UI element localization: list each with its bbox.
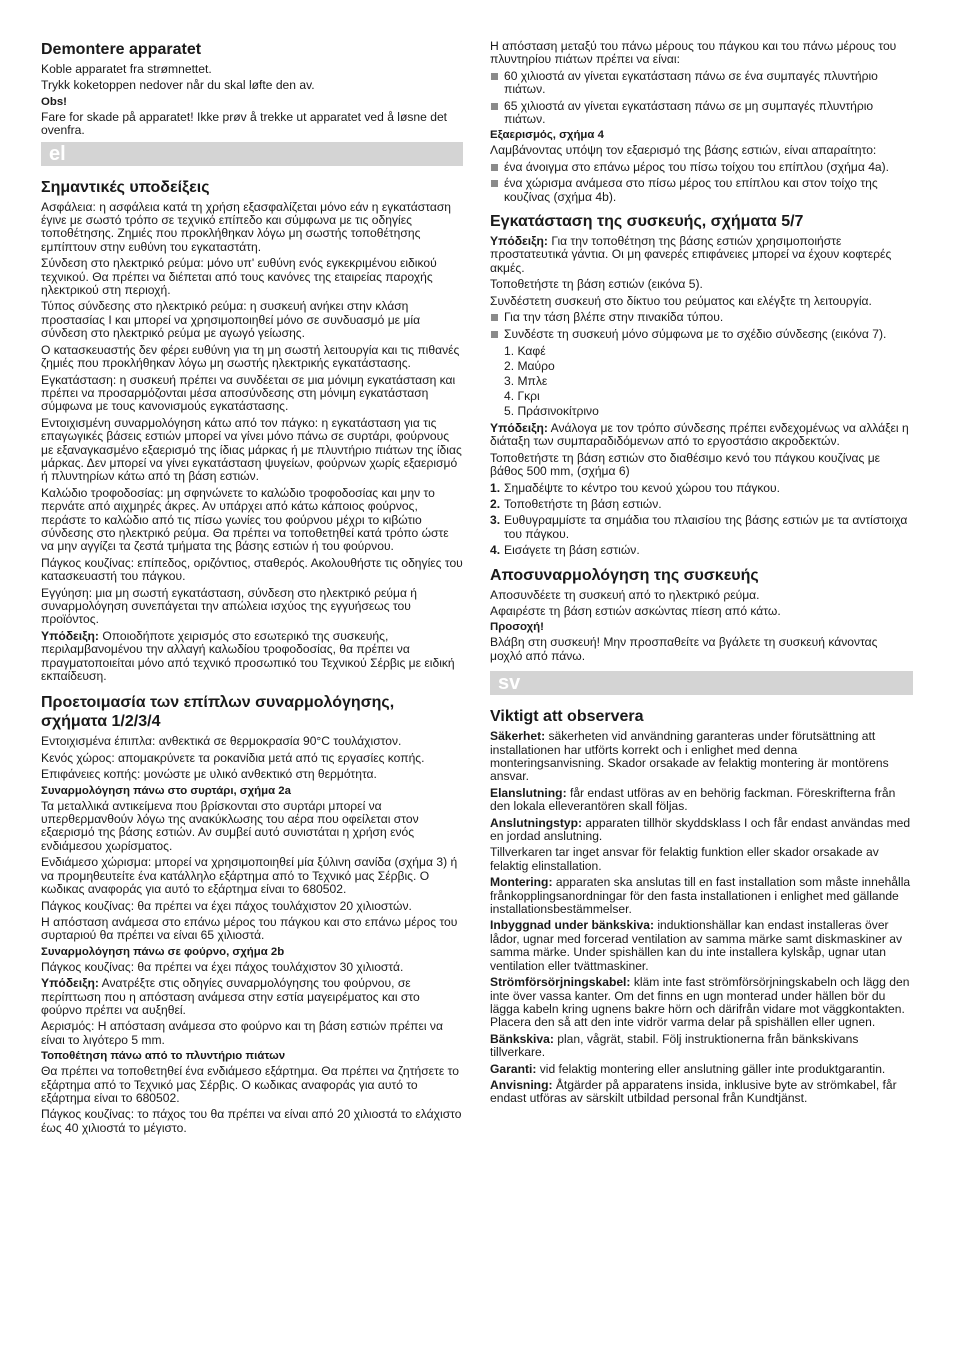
no-warning-label: Obs!: [41, 95, 67, 108]
el-hint-paragraph: [41, 630, 463, 684]
el-paragraph: Συνδέστετη συσκευή στο δίκτυο του ρεύματος και ελέγξτε τη λειτουργία.: [490, 293, 872, 308]
list-item: ένα άνοιγμα στο επάνω μέρος του πίσω τοίχου του επίπλου (σχήμα 4a).: [490, 161, 913, 174]
hint-label: Υπόδειξη:: [41, 976, 99, 991]
el-paragraph: Πάγκος κουζίνας: το πάχος του θα πρέπει να είναι από 20 χιλιοστά το ελάχιστο έως 40 χιλιοστά το μέγιστο.: [41, 1107, 462, 1135]
el-section-heading: Αποσυναρμολόγηση της συσκευής: [490, 566, 759, 584]
el-paragraph: Πάγκος κουζίνας: θα πρέπει να έχει πάχος τουλάχιστον 20 χιλιοστών.: [41, 898, 412, 913]
sv-paragraph: [490, 817, 913, 844]
term-text: induktionshällar kan endast installeras över lådor, ugnar med forcerad ventilation av samma märke samt diskmaskiner av samma märke. Under spishällen kan du inte installera kylskåp, ugnar utan ventilation eller tvättmaskiner.: [490, 918, 903, 973]
step-text: Ευθυγραμμίστε τα σημάδια του πλαισίου της βάσης εστιών με τα αντίστοιχα του πάγκου.: [504, 513, 908, 541]
el-paragraph: Ενδιάμεσο χώρισμα: μπορεί να χρησιμοποιηθεί μία ξύλινη σανίδα (σχήμα 3) ή να προμηθευτείτε ένα κατάλληλο εξάρτημα από το Τεχνικό μας Σέρβις. Ο κωδικας αναφοράς για αυτό το εξάρτημα είναι το 680502.: [41, 855, 458, 897]
sv-paragraph: [490, 846, 913, 873]
list-item: [490, 544, 913, 557]
el-hint-paragraph: [490, 422, 913, 449]
term-label: Säkerhet:: [490, 729, 546, 744]
el-paragraph: Τύπος σύνδεσης στο ηλεκτρικό ρεύμα: η συσκευή ανήκει στην κλάση προστασίας I και μπορεί να χρησιμοποιηθεί μόνο σε συνδυασμό με μία σύνδεση στο ηλεκτρικό ρεύμα με αγωγό γείωσης.: [41, 299, 421, 341]
term-text: apparaten ska anslutas till en fast installation som måste innehålla frånkopplingsanordningar för den fasta installationen i enlighet med gällande installationsbestämmelser.: [490, 875, 911, 917]
sv-paragraph: [490, 976, 913, 1030]
el-hint-paragraph: [490, 235, 913, 275]
el-subheading: Εξαερισμός, σχήμα 4: [490, 129, 604, 142]
el-paragraph: Η απόσταση μεταξύ του πάνω μέρους του πάγκου και του πάνω μέρους του πλυντηρίου πιάτων πρέπει να είναι:: [490, 39, 897, 67]
list-item: Συνδέστε τη συσκευή μόνο σύμφωνα με το σχέδιο σύνδεσης (εικόνα 7).: [490, 328, 913, 341]
no-paragraph: Trykk koketoppen nedover når du skal løfte den av.: [41, 78, 315, 93]
el-warning-label: Προσοχή!: [490, 621, 544, 634]
step-number: 4.: [490, 543, 501, 558]
step-text: Εισάγετε τη βάση εστιών.: [504, 543, 640, 558]
el-paragraph: Τοποθετήστε τη βάση εστιών στο διαθέσιμο κενό του πάγκου κουζίνας με βάθος 500 mm, (σχήμα 6): [490, 450, 881, 479]
term-text: Åtgärder på apparatens insida, inklusive byte av strömkabel, får endast utföras av särskilt utbildad personal från Kundtjänst.: [490, 1077, 897, 1106]
el-paragraph: Καλώδιο τροφοδοσίας: μη σφηνώνετε το καλώδιο τροφοδοσίας και μην το περνάτε από αιχμηρές άκρες. Αν υπάρχει από κάτω κάποιος φούρνος, περάστε το καλώδιο από τις πίσω γωνίες του φούρνου μέχρι το κιβώτιο σύνδεσης στο ηλεκτρικό ρεύμα. Θα πρέπει να τοποθετηθεί κατά τρόπο ώστε να μην αγγίζει τα ζεστά τμήματα της βάσης εστιών ή του φούρνου.: [41, 485, 449, 554]
bullet-list: [490, 311, 913, 341]
term-label: Strömförsörjningskabel:: [490, 975, 631, 990]
el-paragraph: Λαμβάνοντας υπόψη τον εξαερισμό της βάσης εστιών, είναι απαραίτητο:: [490, 143, 877, 158]
hint-text: Για την τοποθέτηση της βάσης εστιών χρησιμοποιήστε προστατευτικά γάντια. Οι μη φανερές επιφάνειες μπορεί να έχουν κοφτερές ακμές.: [490, 234, 892, 275]
el-paragraph: Τοποθετήστε τη βάση εστιών (εικόνα 5).: [490, 277, 703, 292]
sv-paragraph: [490, 919, 913, 973]
el-paragraph: Εγκατάσταση: η συσκευή πρέπει να συνδέεται σε μια μόνιμη εγκατάσταση και πρέπει να προσαρμόζονται μέσα αποσύνδεσης στη μόνιμη εγκατάσταση σύμφωνα με τους κανονισμούς εγκατάστασης.: [41, 372, 456, 414]
list-item: ένα χώρισμα ανάμεσα στο πίσω μέρος του επίπλου και στον τοίχο της κουζίνας (σχήμα 4b).: [490, 177, 913, 204]
hint-text: Οποιοδήποτε χειρισμός στο εσωτερικό της συσκευής, περιλαμβανομένου την αλλαγή καλωδίου τροφοδοσίας, θα πρέπει να πραγματοποιείται μόνο από τεχνικό προσωπικό του Τεχνικού Σέρβις με ειδική εκπαίδευση.: [41, 628, 455, 684]
language-bar-el: el: [41, 142, 463, 166]
el-subheading: Συναρμολόγηση πάνω στο συρτάρι, σχήμα 2a: [41, 784, 291, 797]
sv-paragraph: [490, 1033, 913, 1060]
el-paragraph: Αποσυνδέετε τη συσκευή από το ηλεκτρικό ρεύμα.: [490, 587, 760, 602]
el-paragraph: Τα μεταλλικά αντικείμενα που βρίσκονται στο συρτάρι μπορεί να υπερθερμανθούν λόγω της ανακύκλωσης του αέρα που οφείλεται στον εξαερισμό της βάσης εστιών. Αν συμβεί αυτό συνιστάται η χρήση ενός ενδιάμεσου χωρίσματος.: [41, 798, 419, 853]
el-paragraph: Επιφάνειες κοπής: μονώστε με υλικό ανθεκτικό στη θερμότητα.: [41, 767, 377, 782]
list-item: 1. Καφέ: [504, 343, 546, 358]
el-section-heading: Σημαντικές υποδείξεις: [41, 178, 210, 196]
term-text: får endast utföras av en behörig fackman. Föreskrifterna från den lokala elleverantören skall följas.: [490, 785, 896, 814]
el-subheading: Συναρμολόγηση πάνω σε φούρνο, σχήμα 2b: [41, 945, 285, 958]
list-item: 4. Γκρι: [504, 388, 540, 403]
el-paragraph: Αφαιρέστε τη βάση εστιών ασκώντας πίεση από κάτω.: [490, 603, 781, 618]
bullet-list: [490, 161, 913, 204]
el-paragraph: Σύνδεση στο ηλεκτρικό ρεύμα: μόνο υπ' ευθύνη ενός εγκεκριμένου ειδικού τεχνικού. Θα πρέπει να διέπεται από τους κανόνες της εταιρείας παροχής ηλεκτρικού στη περιοχή.: [41, 256, 437, 298]
hint-text: Ανάλογα με τον τρόπο σύνδεσης πρέπει ενδεχομένως να αλλάξει η διάταξη των συμπαραδιδόμενων από το εργοστάσιο ακροδεκτών.: [490, 420, 909, 449]
bullet-list: [490, 70, 913, 127]
el-paragraph: Κενός χώρος: απομακρύνετε τα ροκανίδια μετά από τις εργασίες κοπής.: [41, 750, 425, 765]
term-text: apparaten tillhör skyddsklass I och får endast användas med en jordad anslutning.: [490, 815, 911, 844]
term-label: Inbyggnad under bänkskiva:: [490, 918, 654, 933]
no-section-heading: Demontere apparatet: [41, 41, 202, 58]
term-text: Tillverkaren tar inget ansvar för felaktig funktion eller skador orsakade av felaktig elinstallation.: [490, 845, 879, 873]
list-item: 60 χιλιοστά αν γίνεται εγκατάσταση πάνω σε ένα συμπαγές πλυντήριο πιάτων.: [490, 70, 913, 97]
list-item: [490, 498, 913, 511]
el-paragraph: Ο κατασκευαστής δεν φέρει ευθύνη για τη μη σωστή λειτουργία και τις πιθανές ζημιές που προκλήθηκαν λόγω μη σωστής ηλεκτρικής εγκατάστασης.: [41, 342, 460, 371]
hint-label: Υπόδειξη:: [490, 234, 548, 249]
el-section-heading: Προετοιμασία των επίπλων συναρμολόγησης, σχήματα 1/2/3/4: [41, 694, 395, 731]
term-text: kläm inte fast strömförsörjningskabeln och lägg den inte över vassa kanter. Om det finns en ugn monterad under hällen bör du lägga kabeln kring ugnens bakre hörn och därifrån vidare mot väggkontakten. Placera den så att den inte vidrör varma delar på spishällen eller ugnen.: [490, 975, 910, 1030]
term-label: Garanti:: [490, 1061, 537, 1076]
right-column: [490, 40, 913, 1109]
el-hint-paragraph: [41, 977, 463, 1017]
el-paragraph: Αερισμός: Η απόσταση ανάμεσα στο φούρνο και τη βάση εστιών πρέπει να είναι το λιγότερο 5 mm.: [41, 1019, 443, 1047]
term-text: säkerheten vid användning garanteras under förutsättning att installationen har utförts korrekt och i enlighet med denna monteringsanvisning. Skador orsakade av felaktig montering är montörens ansvar.: [490, 729, 889, 784]
wire-color-list: [490, 344, 913, 419]
list-item: 65 χιλιοστά αν γίνεται εγκατάσταση πάνω σε μη συμπαγές πλυντήριο πιάτων.: [490, 100, 913, 127]
list-item: [490, 514, 913, 541]
el-paragraph: Εντοιχισμένα έπιπλα: ανθεκτικά σε θερμοκρασία 90°C τουλάχιστον.: [41, 734, 402, 749]
term-text: plan, vågrät, stabil. Följ instruktionerna från bänkskivans tillverkare.: [490, 1031, 859, 1060]
list-item: Για την τάση βλέπε στην πινακίδα τύπου.: [490, 311, 913, 324]
list-item: 5. Πράσινοκίτρινο: [504, 403, 599, 418]
step-text: Σημαδέψτε το κέντρο του κενού χώρου του πάγκου.: [504, 480, 781, 495]
sv-items: [490, 730, 913, 1106]
el-paragraph: Πάγκος κουζίνας: επίπεδος, οριζόντιος, σταθερός. Ακολουθήστε τις οδηγίες του κατασκευαστή του πάγκου.: [41, 555, 463, 584]
el-paragraph: Θα πρέπει να τοποθετηθεί ένα ενδιάμεσο εξάρτημα. Θα πρέπει να ζητήσετε το εξάρτημα από το Τεχνικό μας Σέρβις. Ο κωδικας αναφοράς για αυτό το εξάρτημα είναι το 680502.: [41, 1064, 459, 1105]
no-paragraph: Fare for skade på apparatet! Ikke prøv å trekke ut apparatet ved å løsne det ovenfra.: [41, 109, 448, 138]
list-item: [490, 482, 913, 495]
term-text: vid felaktig montering eller anslutning gäller inte produktgarantin.: [536, 1061, 886, 1076]
step-number: 1.: [490, 480, 501, 495]
term-label: Elanslutning:: [490, 785, 567, 800]
hint-label: Υπόδειξη:: [490, 420, 548, 435]
sv-paragraph: [490, 1079, 913, 1106]
sv-paragraph: [490, 787, 913, 814]
el-subheading: Τοποθέτηση πάνω από το πλυντήριο πιάτων: [41, 1050, 286, 1063]
el-paragraph: Εντοιχισμένη συναρμολόγηση κάτω από τον πάγκο: η εγκατάσταση για τις επαγωγικές βάσεις εστιών μπορεί να γίνει μόνο πάνω σε συρτάρι, φούρνους με εξαναγκασμένο εξαερισμό της ίδιας μάρκας ή με πλυντήριο πιάτων της ίδιας μάρκας. Δεν μπορεί να γίνει εγκατάσταση ψυγείων, φούρνων χωρίς εξαερισμό ή πλυντηρίων κάτω από τη βάση εστιών.: [41, 415, 462, 484]
el-paragraph: Η απόσταση ανάμεσα στο επάνω μέρος του πάγκου και στο επάνω μέρος του συρταριού θα πρέπει να είναι 65 χιλιοστά.: [41, 914, 458, 943]
sv-section-heading: Viktigt att observera: [490, 708, 644, 726]
el-section-heading: Εγκατάσταση της συσκευής, σχήματα 5/7: [490, 213, 804, 231]
list-item: 2. Μαύρο: [504, 358, 555, 373]
sv-paragraph: [490, 1063, 913, 1076]
el-paragraph: Εγγύηση: μια μη σωστή εγκατάσταση, σύνδεση στο ηλεκτρικό ρεύμα ή συναρμολόγηση συνεπάγεται την απώλεια ισχύος της εγγυήσεως του προϊόντος.: [41, 585, 418, 627]
step-number: 3.: [490, 513, 501, 528]
step-number: 2.: [490, 496, 501, 511]
step-list: [490, 482, 913, 558]
hint-label: Υπόδειξη:: [41, 628, 99, 643]
term-label: Bänkskiva:: [490, 1031, 554, 1046]
el-paragraph: Ασφάλεια: η ασφάλεια κατά τη χρήση εξασφαλίζεται μόνο εάν η εγκατάσταση έγινε με σωστό τρόπο σε τεχνικό επίπεδο και σύμφωνα με τις οδηγίες τοποθέτησης. Ζημιές που προκλήθηκαν λόγω μη σωστής τοποθέτησης εμπίπτουν στην ευθύνη του εγκαταστάτη.: [41, 199, 452, 254]
el-paragraph: Βλάβη στη συσκευή! Μην προσπαθείτε να βγάλετε τη συσκευή κάνοντας μοχλό από πάνω.: [490, 635, 878, 663]
el-paragraph: Πάγκος κουζίνας: θα πρέπει να έχει πάχος τουλάχιστον 30 χιλιοστά.: [41, 959, 404, 974]
left-column: [41, 40, 463, 1138]
term-label: Anslutningstyp:: [490, 815, 583, 830]
step-text: Τοποθετήστε τη βάση εστιών.: [504, 496, 662, 511]
list-item: 3. Μπλε: [504, 373, 548, 388]
language-bar-sv: sv: [490, 671, 913, 695]
term-label: Montering:: [490, 875, 553, 890]
hint-text: Ανατρέξτε στις οδηγίες συναρμολόγησης του φούρνου, σε περίπτωση που η απόσταση ανάμεσα στην εστία μαγειρέματος και στο φούρνο πρέπει να αυξηθεί.: [41, 976, 420, 1017]
sv-paragraph: [490, 730, 913, 784]
no-paragraph: Koble apparatet fra strømnettet.: [41, 62, 212, 76]
term-label: Anvisning:: [490, 1077, 553, 1092]
sv-paragraph: [490, 876, 913, 916]
